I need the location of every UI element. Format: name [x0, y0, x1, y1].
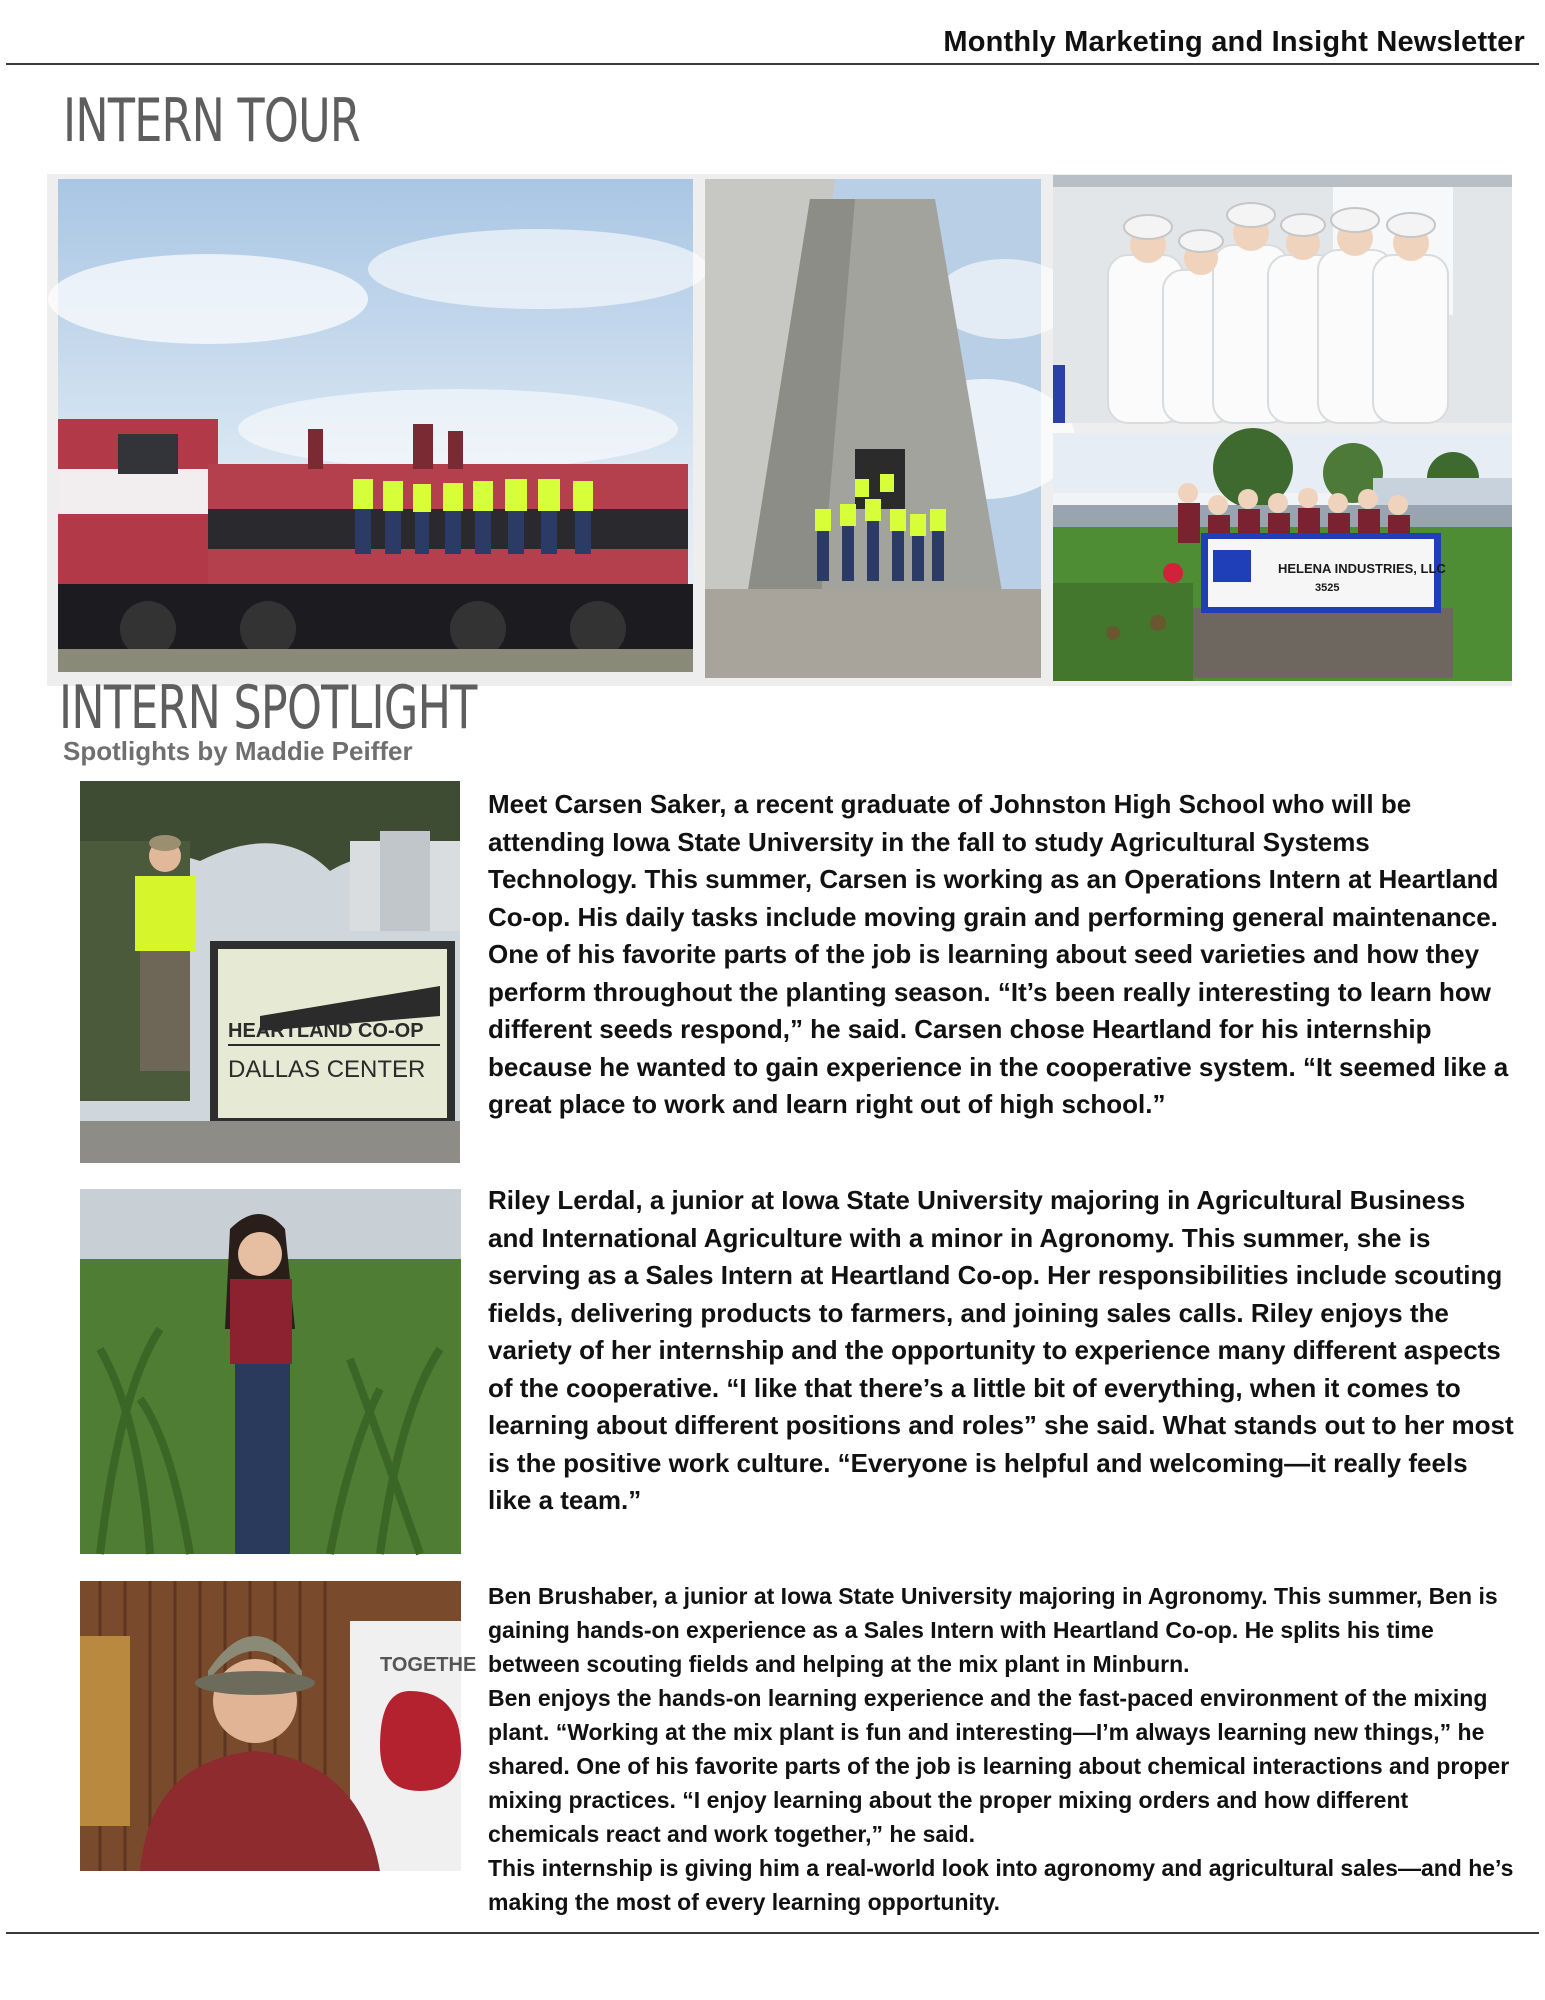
- ben-paragraph-1: Ben Brushaber, a junior at Iowa State University majoring in Agronomy. This summer, Ben is gaining hands-on experience as a Sales Intern with Heartland Co-op. He splits his time between scouting fields and helping at the mix plant in Minburn.: [488, 1583, 1498, 1677]
- carsen-sign-line2: DALLAS CENTER: [228, 1056, 426, 1083]
- helena-sign-name: HELENA INDUSTRIES, LLC: [1278, 561, 1446, 576]
- grain-silo-group-photo: [705, 179, 1041, 678]
- intern-carsen-photo: [80, 781, 460, 1163]
- intern-spotlight-title: INTERN SPOTLIGHT: [59, 673, 477, 743]
- ben-poster-text: TOGETHE: [380, 1654, 477, 1676]
- intern-carsen-bio: [488, 786, 1518, 1124]
- carsen-sign-line1: HEARTLAND CO-OP: [228, 1020, 424, 1042]
- header-divider: [6, 63, 1539, 65]
- intern-ben-bio: [488, 1579, 1518, 1919]
- helena-sign-group-photo: [1053, 433, 1512, 681]
- ben-paragraph-3: This internship is giving him a real-world look into agronomy and agricultural sales—and he’s making the most of every learning opportunity.: [488, 1855, 1514, 1915]
- ben-paragraph-2: Ben enjoys the hands-on learning experience and the fast-paced environment of the mixing plant. “Working at the mix plant is fun and interesting—I’m always learning new things,” he shared. One of his favorite parts of the job is learning about chemical interactions and proper mixing practices. “I enjoy learning about the proper mixing orders and how different chemicals react and work together,” he said.: [488, 1685, 1510, 1847]
- intern-riley-bio: [488, 1182, 1518, 1520]
- newsletter-title: Monthly Marketing and Insight Newsletter: [943, 26, 1525, 58]
- helena-sign-number: 3525: [1315, 582, 1340, 594]
- hazmat-suit-group-photo: [1053, 175, 1512, 423]
- footer-divider: [6, 1932, 1539, 1934]
- intern-tour-title: INTERN TOUR: [63, 86, 360, 156]
- locomotive-group-photo: [58, 179, 693, 672]
- riley-paragraph: Riley Lerdal, a junior at Iowa State University majoring in Agricultural Business and International Agriculture with a minor in Agronomy. This summer, she is serving as a Sales Intern at Heartland Co-op. Her responsibilities include scouting fields, delivering products to farmers, and joining sales calls. Riley enjoys the variety of her internship and the opportunity to experience many different aspects of the cooperative. “I like that there’s a little bit of everything, when it comes to learning about different positions and roles” she said. What stands out to her most is the positive work culture. “Everyone is helpful and welcoming—it really feels like a team.”: [488, 1185, 1514, 1515]
- carsen-paragraph: Meet Carsen Saker, a recent graduate of Johnston High School who will be attending Iowa State University in the fall to study Agricultural Systems Technology. This summer, Carsen is working as an Operations Intern at Heartland Co-op. His daily tasks include moving grain and performing general maintenance. One of his favorite parts of the job is learning about seed varieties and how they perform throughout the planting season. “It’s been really interesting to learn how different seeds respond,” he said. Carsen chose Heartland for his internship because he wanted to gain experience in the cooperative system. “It seemed like a great place to work and learn right out of high school.”: [488, 789, 1509, 1119]
- intern-riley-photo: [80, 1189, 461, 1554]
- intern-ben-photo: [80, 1581, 477, 1871]
- spotlight-byline: Spotlights by Maddie Peiffer: [63, 736, 413, 766]
